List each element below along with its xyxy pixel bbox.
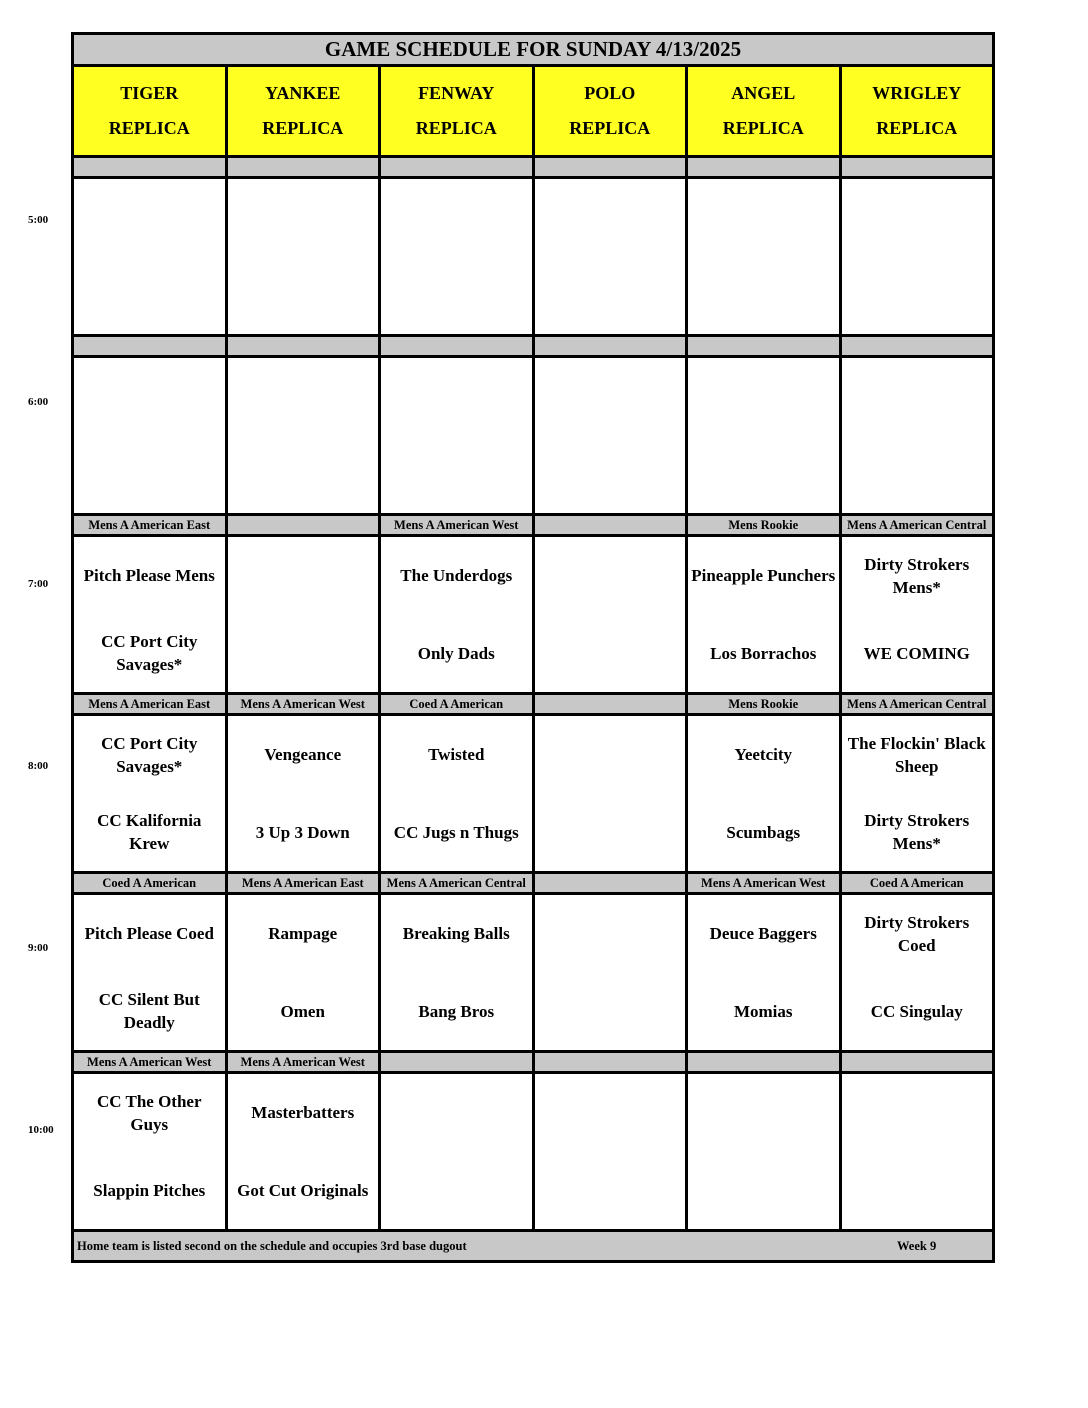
field-sub: REPLICA [415, 118, 497, 138]
division-label [381, 337, 535, 355]
game-cell [381, 716, 535, 871]
game-cell [228, 1074, 382, 1229]
field-header-yankee [228, 67, 382, 155]
game-cell [74, 179, 228, 334]
field-sub: REPLICA [262, 118, 344, 138]
game-cell [535, 179, 689, 334]
game-cell [688, 895, 842, 1050]
home-team: WE COMING [863, 643, 970, 663]
away-team [535, 537, 686, 615]
home-team [688, 436, 839, 514]
division-label [535, 158, 689, 176]
field-name: ANGEL [731, 83, 796, 103]
home-team: CC Kalifornia Krew [97, 811, 202, 854]
home-team [381, 436, 532, 514]
away-team: Pitch Please Mens [83, 566, 215, 586]
away-team: Pitch Please Coed [84, 924, 214, 944]
division-label: Mens A American East [74, 695, 228, 713]
home-team [688, 257, 839, 335]
division-label: Mens A American Central [847, 697, 987, 711]
division-label [535, 874, 689, 892]
division-label [381, 158, 535, 176]
division-label: Mens A American West [381, 516, 535, 534]
game-row-10 [74, 1074, 992, 1232]
division-label: Coed A American [74, 874, 228, 892]
away-team: The Underdogs [400, 566, 513, 586]
week-label: Week 9 [897, 1239, 937, 1253]
division-label [228, 158, 382, 176]
game-cell [688, 716, 842, 871]
field-sub: REPLICA [876, 118, 958, 138]
division-label: Mens A American West [228, 1053, 382, 1071]
division-label: Coed A American [381, 695, 535, 713]
division-label: Mens Rookie [688, 695, 842, 713]
home-team [228, 257, 379, 335]
schedule-footer [74, 1232, 992, 1260]
field-header-angel [688, 67, 842, 155]
game-cell [228, 537, 382, 692]
away-team [688, 1074, 839, 1152]
away-team: Rampage [268, 924, 338, 944]
away-team: Pineapple Punchers [691, 566, 836, 586]
away-team: Breaking Balls [402, 924, 510, 944]
game-cell [381, 537, 535, 692]
field-name: YANKEE [265, 83, 341, 103]
game-cell [381, 895, 535, 1050]
division-label: Mens A American West [228, 695, 382, 713]
away-team [228, 358, 379, 436]
game-cell [74, 716, 228, 871]
division-label [228, 516, 382, 534]
division-row-5 [74, 158, 992, 179]
time-label-6: 6:00 [28, 396, 49, 408]
field-header-polo [535, 67, 689, 155]
game-cell [228, 358, 382, 513]
away-team: Masterbatters [251, 1103, 355, 1123]
home-team: Got Cut Originals [237, 1180, 369, 1200]
field-name: FENWAY [418, 83, 495, 103]
game-cell [535, 358, 689, 513]
division-label: Mens A American West [688, 874, 842, 892]
home-team: Momias [733, 1001, 793, 1021]
away-team [688, 179, 839, 257]
away-team [535, 1074, 686, 1152]
field-sub: REPLICA [569, 118, 651, 138]
game-cell [688, 358, 842, 513]
game-row-7 [74, 537, 992, 695]
home-team [381, 257, 532, 335]
home-team: Slappin Pitches [93, 1180, 206, 1200]
game-cell [842, 537, 993, 692]
away-team: Twisted [428, 745, 485, 765]
away-team [228, 179, 379, 257]
division-label: Coed A American [869, 876, 964, 890]
division-label: Mens A American Central [847, 518, 987, 532]
game-cell [74, 358, 228, 513]
game-cell [228, 716, 382, 871]
home-team [842, 436, 993, 514]
game-cell [688, 537, 842, 692]
away-team: The Flockin' Black Sheep [847, 733, 986, 776]
away-team [381, 358, 532, 436]
home-team [535, 1152, 686, 1230]
division-label [688, 158, 842, 176]
away-team [535, 716, 686, 794]
home-team: CC Port City Savages* [101, 632, 198, 675]
home-team [535, 615, 686, 693]
away-team [535, 179, 686, 257]
game-cell [688, 179, 842, 334]
division-label [381, 1053, 535, 1071]
home-team: CC Silent But Deadly [98, 990, 200, 1033]
division-row-6 [74, 337, 992, 358]
game-cell [535, 1074, 689, 1229]
game-cell [535, 716, 689, 871]
field-name: POLO [584, 83, 636, 103]
schedule-title: GAME SCHEDULE FOR SUNDAY 4/13/2025 [74, 35, 992, 67]
game-cell [74, 537, 228, 692]
field-header-fenway [381, 67, 535, 155]
home-team [688, 1152, 839, 1230]
home-team [535, 794, 686, 872]
division-label: Mens A American East [74, 516, 228, 534]
game-cell [381, 1074, 535, 1229]
division-label [74, 158, 228, 176]
game-cell [74, 1074, 228, 1229]
field-header-wrigley [842, 67, 993, 155]
division-label: Mens A American West [74, 1053, 228, 1071]
away-team [381, 179, 532, 257]
away-team [74, 179, 225, 257]
division-label [842, 1053, 993, 1071]
division-label [535, 1053, 689, 1071]
away-team [535, 895, 686, 973]
division-label: Mens A American Central [381, 874, 535, 892]
game-cell [74, 895, 228, 1050]
game-row-6 [74, 358, 992, 516]
game-cell [842, 895, 993, 1050]
home-team [842, 257, 993, 335]
home-team [535, 257, 686, 335]
field-header-tiger [74, 67, 228, 155]
division-row-9 [74, 874, 992, 895]
division-row-8 [74, 695, 992, 716]
division-label: Mens Rookie [688, 516, 842, 534]
division-label [535, 337, 689, 355]
home-team [842, 1152, 993, 1230]
away-team: Dirty Strokers Mens* [864, 554, 970, 597]
game-cell [535, 537, 689, 692]
division-label [842, 158, 993, 176]
home-team: Los Borrachos [710, 643, 817, 663]
away-team [842, 179, 993, 257]
home-team: 3 Up 3 Down [255, 822, 350, 842]
home-team [535, 973, 686, 1051]
division-label [535, 516, 689, 534]
home-team: Scumbags [726, 822, 801, 842]
game-cell [842, 358, 993, 513]
home-team [535, 436, 686, 514]
division-label: Mens A American East [228, 874, 382, 892]
game-cell [842, 716, 993, 871]
home-team [228, 615, 379, 693]
game-cell [688, 1074, 842, 1229]
time-label-5: 5:00 [28, 214, 49, 226]
game-cell [381, 179, 535, 334]
time-label-9: 9:00 [28, 942, 49, 954]
home-team [381, 1152, 532, 1230]
home-team: Only Dads [417, 643, 495, 663]
field-name: WRIGLEY [872, 83, 962, 103]
away-team: Deuce Baggers [709, 924, 817, 944]
home-team: CC Jugs n Thugs [393, 822, 519, 842]
time-label-7: 7:00 [28, 578, 49, 590]
division-label [74, 337, 228, 355]
away-team: Vengeance [264, 745, 342, 765]
away-team [842, 1074, 993, 1152]
home-team [74, 436, 225, 514]
away-team [74, 358, 225, 436]
game-cell [842, 1074, 993, 1229]
home-team: Dirty Strokers Mens* [864, 811, 970, 854]
away-team [228, 537, 379, 615]
home-team [228, 436, 379, 514]
division-label [688, 337, 842, 355]
game-row-9 [74, 895, 992, 1053]
away-team [842, 358, 993, 436]
home-team-note: Home team is listed second on the schedule and occupies 3rd base dugout [77, 1239, 467, 1253]
away-team [381, 1074, 532, 1152]
away-team [688, 358, 839, 436]
away-team [535, 358, 686, 436]
game-cell [228, 179, 382, 334]
field-header-row [74, 67, 992, 158]
division-row-7 [74, 516, 992, 537]
division-label [842, 337, 993, 355]
home-team [74, 257, 225, 335]
game-cell [381, 358, 535, 513]
away-team: Dirty Strokers Coed [864, 912, 970, 955]
field-name: TIGER [120, 83, 179, 103]
time-label-8: 8:00 [28, 760, 49, 772]
game-cell [842, 179, 993, 334]
field-sub: REPLICA [722, 118, 804, 138]
away-team: CC The Other Guys [96, 1091, 202, 1134]
schedule-table [71, 32, 995, 1263]
time-label-10: 10:00 [28, 1124, 54, 1136]
division-label [688, 1053, 842, 1071]
game-cell [228, 895, 382, 1050]
division-row-10 [74, 1053, 992, 1074]
away-team: Yeetcity [734, 745, 793, 765]
game-row-5 [74, 179, 992, 337]
field-sub: REPLICA [108, 118, 190, 138]
home-team: CC Singulay [870, 1001, 963, 1021]
game-cell [535, 895, 689, 1050]
home-team: Omen [280, 1001, 325, 1021]
division-label [228, 337, 382, 355]
away-team: CC Port City Savages* [101, 733, 198, 776]
division-label [535, 695, 689, 713]
home-team: Bang Bros [418, 1001, 495, 1021]
game-row-8 [74, 716, 992, 874]
